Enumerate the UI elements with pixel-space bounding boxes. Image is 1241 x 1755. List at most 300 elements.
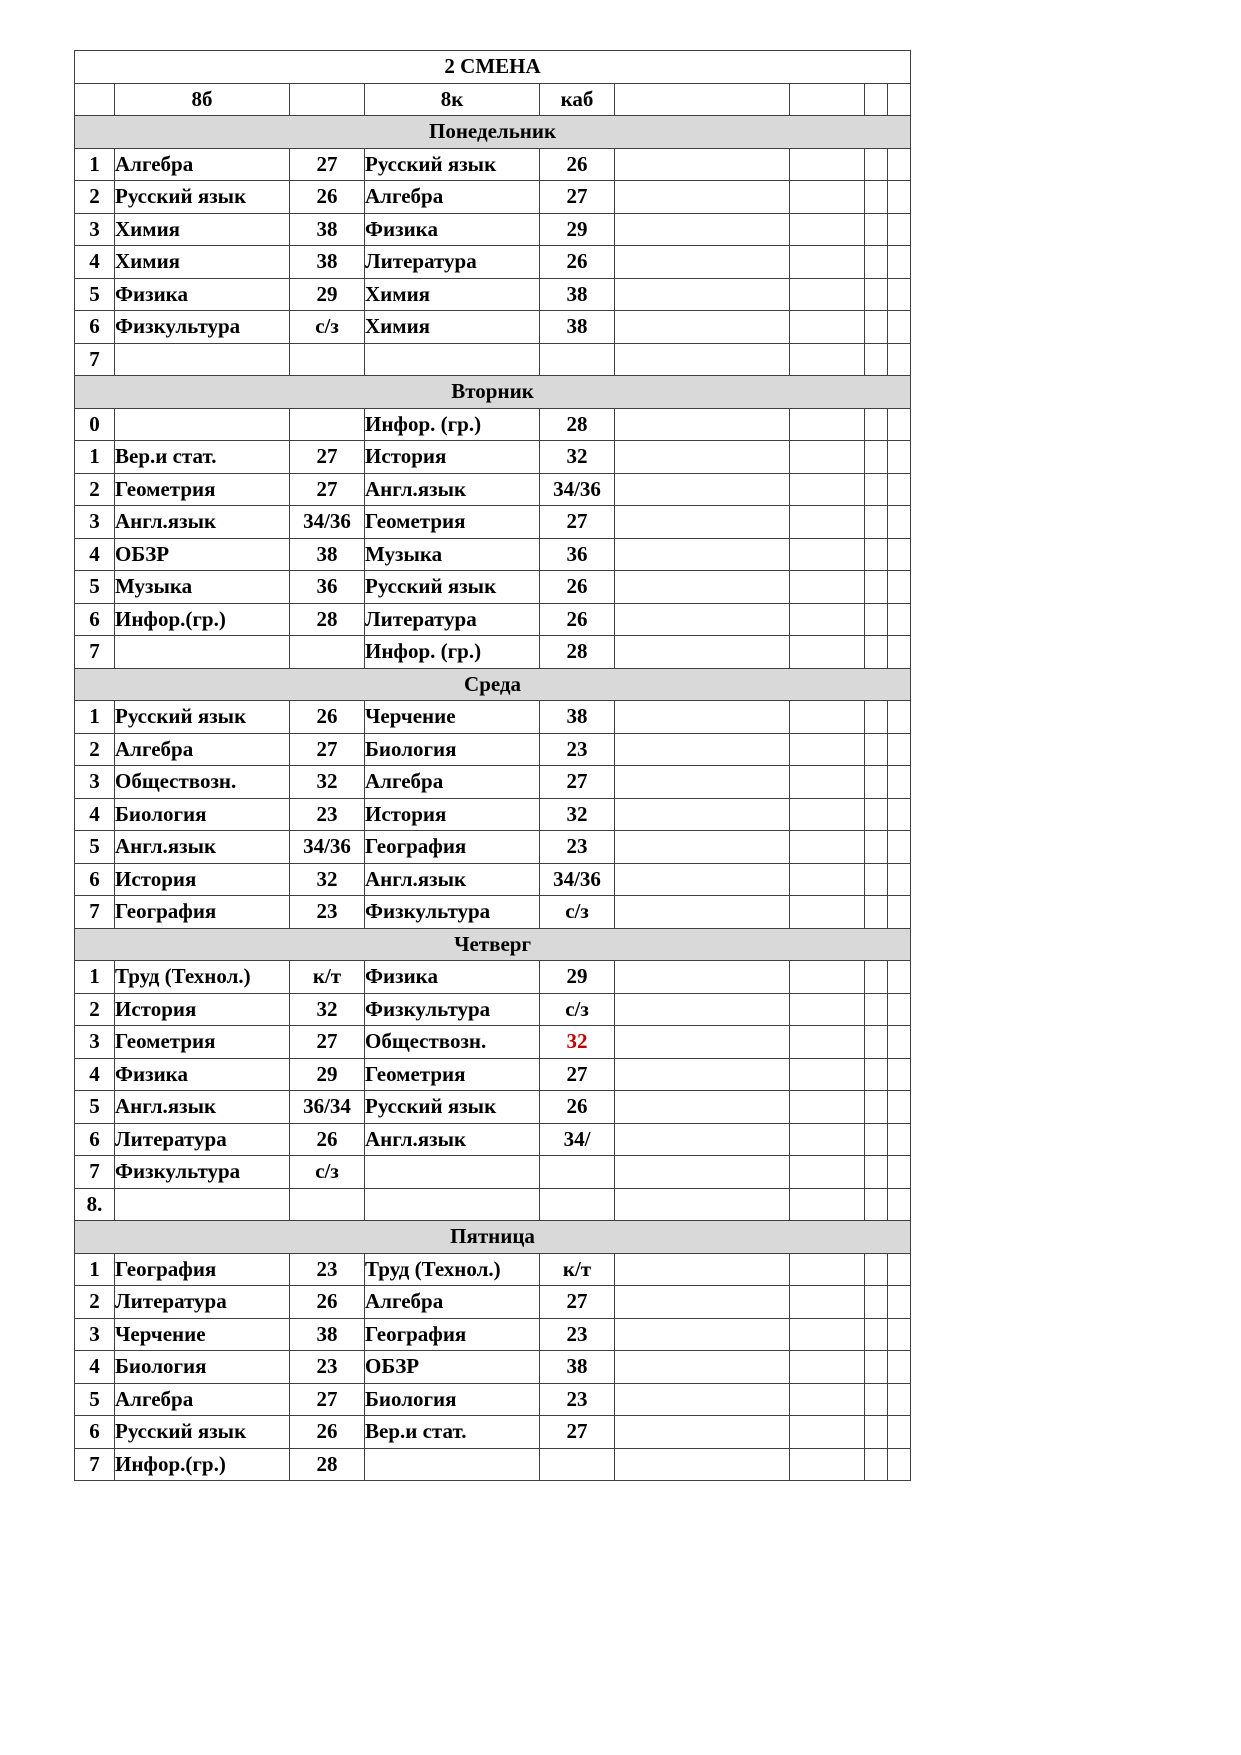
empty-cell	[615, 1253, 790, 1286]
subject-8b: Черчение	[115, 1318, 290, 1351]
subject-8b: Англ.язык	[115, 831, 290, 864]
subject-8b	[115, 1188, 290, 1221]
lesson-row	[75, 993, 911, 1026]
room-8b: 34/36	[290, 831, 365, 864]
empty-cell	[615, 1188, 790, 1221]
subject-8k: Англ.язык	[365, 473, 540, 506]
lesson-number: 8.	[75, 1188, 115, 1221]
room-8b	[290, 343, 365, 376]
lesson-row	[75, 1351, 911, 1384]
empty-cell	[865, 831, 888, 864]
empty-cell	[790, 993, 865, 1026]
lesson-row	[75, 1188, 911, 1221]
subject-8k: Химия	[365, 311, 540, 344]
empty-cell	[865, 278, 888, 311]
subject-8k: Обществозн.	[365, 1026, 540, 1059]
lesson-row	[75, 1123, 911, 1156]
lesson-number: 4	[75, 538, 115, 571]
lesson-number: 6	[75, 603, 115, 636]
lesson-number: 3	[75, 766, 115, 799]
empty-cell	[790, 1286, 865, 1319]
room-8k: 32	[540, 1026, 615, 1059]
subject-8b: Геометрия	[115, 473, 290, 506]
empty-cell	[888, 603, 911, 636]
subject-8k: Алгебра	[365, 766, 540, 799]
empty-cell	[865, 1091, 888, 1124]
subject-8b: Музыка	[115, 571, 290, 604]
empty-cell	[865, 1188, 888, 1221]
lesson-number: 4	[75, 1058, 115, 1091]
empty-cell	[615, 278, 790, 311]
subject-8k: Англ.язык	[365, 863, 540, 896]
lesson-row	[75, 1448, 911, 1481]
empty-cell	[888, 343, 911, 376]
empty-cell	[888, 408, 911, 441]
room-8k: 36	[540, 538, 615, 571]
day-row	[75, 116, 911, 149]
room-8k: 32	[540, 798, 615, 831]
room-8k	[540, 1448, 615, 1481]
empty-cell	[888, 246, 911, 279]
lesson-number: 1	[75, 701, 115, 734]
empty-cell	[615, 603, 790, 636]
subject-8b	[115, 636, 290, 669]
empty-cell	[615, 1286, 790, 1319]
day-row	[75, 928, 911, 961]
subject-8k: Труд (Технол.)	[365, 1253, 540, 1286]
lesson-number: 7	[75, 343, 115, 376]
room-8k: 38	[540, 1351, 615, 1384]
empty-cell	[888, 863, 911, 896]
lesson-number: 5	[75, 831, 115, 864]
empty-cell	[865, 896, 888, 929]
empty-cell	[888, 538, 911, 571]
lesson-number: 2	[75, 993, 115, 1026]
room-8b: 27	[290, 148, 365, 181]
empty-cell	[615, 1026, 790, 1059]
empty-cell	[790, 831, 865, 864]
subject-8b: Инфор.(гр.)	[115, 603, 290, 636]
empty-cell	[888, 766, 911, 799]
day-name: Вторник	[75, 376, 911, 409]
room-8b	[290, 636, 365, 669]
room-8b: 27	[290, 1383, 365, 1416]
subject-8b: Русский язык	[115, 701, 290, 734]
lesson-row	[75, 343, 911, 376]
empty-cell	[790, 1448, 865, 1481]
lesson-number: 2	[75, 181, 115, 214]
subject-8b: Труд (Технол.)	[115, 961, 290, 994]
subject-8k: ОБЗР	[365, 1351, 540, 1384]
header-empty	[865, 83, 888, 116]
room-8b: с/з	[290, 311, 365, 344]
room-8b: 28	[290, 1448, 365, 1481]
header-empty	[888, 83, 911, 116]
lesson-row	[75, 733, 911, 766]
empty-cell	[865, 311, 888, 344]
room-8b: 23	[290, 1351, 365, 1384]
room-8b: 23	[290, 896, 365, 929]
subject-8k: Биология	[365, 733, 540, 766]
room-8k	[540, 343, 615, 376]
lesson-row	[75, 506, 911, 539]
empty-cell	[865, 538, 888, 571]
empty-cell	[865, 441, 888, 474]
lesson-number: 6	[75, 1123, 115, 1156]
empty-cell	[615, 1351, 790, 1384]
subject-8b	[115, 343, 290, 376]
lesson-row	[75, 441, 911, 474]
empty-cell	[790, 1091, 865, 1124]
day-name: Среда	[75, 668, 911, 701]
lesson-row	[75, 603, 911, 636]
subject-8k	[365, 343, 540, 376]
subject-8b: Англ.язык	[115, 1091, 290, 1124]
subject-8k: Инфор. (гр.)	[365, 636, 540, 669]
empty-cell	[790, 603, 865, 636]
lesson-row	[75, 213, 911, 246]
room-8k: 27	[540, 1286, 615, 1319]
subject-8b: География	[115, 896, 290, 929]
header-empty	[790, 83, 865, 116]
subject-8k	[365, 1448, 540, 1481]
room-8b: 26	[290, 1286, 365, 1319]
empty-cell	[790, 571, 865, 604]
subject-8k: Русский язык	[365, 1091, 540, 1124]
empty-cell	[865, 473, 888, 506]
empty-cell	[888, 441, 911, 474]
empty-cell	[865, 766, 888, 799]
subject-8k: Русский язык	[365, 148, 540, 181]
room-8k: 27	[540, 181, 615, 214]
empty-cell	[865, 506, 888, 539]
subject-8b: География	[115, 1253, 290, 1286]
empty-cell	[790, 506, 865, 539]
room-8b	[290, 1188, 365, 1221]
empty-cell	[790, 1058, 865, 1091]
empty-cell	[790, 1351, 865, 1384]
day-name: Пятница	[75, 1221, 911, 1254]
room-8b: 38	[290, 1318, 365, 1351]
subject-8k: Черчение	[365, 701, 540, 734]
empty-cell	[615, 213, 790, 246]
room-8b: 27	[290, 473, 365, 506]
lesson-row	[75, 538, 911, 571]
room-8b: с/з	[290, 1156, 365, 1189]
lesson-number: 6	[75, 1416, 115, 1449]
empty-cell	[865, 636, 888, 669]
room-8b: 27	[290, 1026, 365, 1059]
lesson-number: 2	[75, 733, 115, 766]
empty-cell	[865, 148, 888, 181]
empty-cell	[615, 246, 790, 279]
empty-cell	[790, 766, 865, 799]
empty-cell	[888, 831, 911, 864]
room-8k: 38	[540, 701, 615, 734]
empty-cell	[865, 408, 888, 441]
empty-cell	[615, 863, 790, 896]
room-8k: 28	[540, 408, 615, 441]
subject-8k: Геометрия	[365, 1058, 540, 1091]
lesson-number: 1	[75, 441, 115, 474]
schedule-sheet	[74, 50, 910, 1481]
empty-cell	[615, 896, 790, 929]
subject-8b: Физкультура	[115, 311, 290, 344]
empty-cell	[888, 961, 911, 994]
empty-cell	[888, 1091, 911, 1124]
empty-cell	[790, 1416, 865, 1449]
subject-8b	[115, 408, 290, 441]
empty-cell	[790, 311, 865, 344]
subject-8k: Литература	[365, 603, 540, 636]
empty-cell	[615, 571, 790, 604]
empty-cell	[865, 181, 888, 214]
room-8b: 26	[290, 701, 365, 734]
empty-cell	[790, 1123, 865, 1156]
empty-cell	[790, 278, 865, 311]
empty-cell	[888, 571, 911, 604]
room-8b: 34/36	[290, 506, 365, 539]
empty-cell	[888, 1123, 911, 1156]
lesson-row	[75, 311, 911, 344]
empty-cell	[865, 961, 888, 994]
lesson-number: 4	[75, 798, 115, 831]
subject-8b: Инфор.(гр.)	[115, 1448, 290, 1481]
room-8k	[540, 1188, 615, 1221]
subject-8b: История	[115, 993, 290, 1026]
lesson-row	[75, 473, 911, 506]
empty-cell	[888, 1026, 911, 1059]
lesson-row	[75, 408, 911, 441]
day-row	[75, 1221, 911, 1254]
room-8b: 38	[290, 246, 365, 279]
subject-8k: Биология	[365, 1383, 540, 1416]
empty-cell	[888, 213, 911, 246]
lesson-row	[75, 246, 911, 279]
empty-cell	[865, 1253, 888, 1286]
lesson-row	[75, 896, 911, 929]
empty-cell	[615, 506, 790, 539]
subject-8b: Физика	[115, 278, 290, 311]
room-8k	[540, 1156, 615, 1189]
room-8k: 34/36	[540, 863, 615, 896]
room-8k: с/з	[540, 993, 615, 1026]
day-name: Понедельник	[75, 116, 911, 149]
subject-8b: Биология	[115, 1351, 290, 1384]
empty-cell	[865, 213, 888, 246]
empty-cell	[615, 961, 790, 994]
lesson-number: 7	[75, 636, 115, 669]
lesson-row	[75, 571, 911, 604]
lesson-row	[75, 1286, 911, 1319]
subject-8k: Вер.и стат.	[365, 1416, 540, 1449]
subject-8k: География	[365, 1318, 540, 1351]
lesson-row	[75, 1383, 911, 1416]
room-8b: 26	[290, 1123, 365, 1156]
empty-cell	[615, 1383, 790, 1416]
empty-cell	[790, 441, 865, 474]
room-8k: 32	[540, 441, 615, 474]
lesson-row	[75, 863, 911, 896]
lesson-number: 4	[75, 246, 115, 279]
lesson-row	[75, 831, 911, 864]
empty-cell	[865, 1026, 888, 1059]
empty-cell	[865, 1286, 888, 1319]
subject-8k: Англ.язык	[365, 1123, 540, 1156]
subject-8k: Русский язык	[365, 571, 540, 604]
empty-cell	[865, 246, 888, 279]
empty-cell	[888, 798, 911, 831]
lesson-row	[75, 1091, 911, 1124]
lesson-row	[75, 636, 911, 669]
empty-cell	[865, 1318, 888, 1351]
room-8k: 27	[540, 1416, 615, 1449]
room-8b: 38	[290, 538, 365, 571]
room-8k: 38	[540, 311, 615, 344]
empty-cell	[888, 733, 911, 766]
room-8b: к/т	[290, 961, 365, 994]
subject-8k: Физика	[365, 961, 540, 994]
subject-8b: Химия	[115, 246, 290, 279]
subject-8k: Инфор. (гр.)	[365, 408, 540, 441]
lesson-row	[75, 1318, 911, 1351]
header-class-8k: 8к	[365, 83, 540, 116]
room-8b: 32	[290, 993, 365, 1026]
empty-cell	[865, 571, 888, 604]
header-row	[75, 83, 911, 116]
empty-cell	[615, 1318, 790, 1351]
empty-cell	[865, 603, 888, 636]
empty-cell	[888, 993, 911, 1026]
empty-cell	[888, 1448, 911, 1481]
empty-cell	[615, 311, 790, 344]
subject-8k: Физкультура	[365, 993, 540, 1026]
lesson-row	[75, 1156, 911, 1189]
empty-cell	[790, 798, 865, 831]
lesson-number: 3	[75, 506, 115, 539]
empty-cell	[888, 473, 911, 506]
empty-cell	[790, 701, 865, 734]
lesson-row	[75, 1253, 911, 1286]
lesson-number: 5	[75, 571, 115, 604]
room-8k: 28	[540, 636, 615, 669]
empty-cell	[888, 311, 911, 344]
header-room-8b	[290, 83, 365, 116]
schedule-table	[74, 50, 911, 1481]
empty-cell	[790, 148, 865, 181]
empty-cell	[888, 701, 911, 734]
empty-cell	[888, 1351, 911, 1384]
empty-cell	[888, 181, 911, 214]
subject-8k: География	[365, 831, 540, 864]
room-8b: 38	[290, 213, 365, 246]
header-num	[75, 83, 115, 116]
room-8b: 28	[290, 603, 365, 636]
empty-cell	[790, 343, 865, 376]
room-8k: к/т	[540, 1253, 615, 1286]
empty-cell	[790, 636, 865, 669]
empty-cell	[888, 1156, 911, 1189]
lesson-row	[75, 1416, 911, 1449]
empty-cell	[615, 798, 790, 831]
empty-cell	[615, 733, 790, 766]
empty-cell	[865, 701, 888, 734]
empty-cell	[790, 1188, 865, 1221]
empty-cell	[888, 1253, 911, 1286]
empty-cell	[790, 863, 865, 896]
lesson-number: 6	[75, 311, 115, 344]
subject-8b: Обществозн.	[115, 766, 290, 799]
lesson-number: 5	[75, 1383, 115, 1416]
lesson-number: 5	[75, 278, 115, 311]
empty-cell	[865, 733, 888, 766]
subject-8b: Русский язык	[115, 1416, 290, 1449]
room-8b: 27	[290, 441, 365, 474]
empty-cell	[865, 1156, 888, 1189]
lesson-number: 1	[75, 1253, 115, 1286]
empty-cell	[790, 896, 865, 929]
header-empty	[615, 83, 790, 116]
room-8k: 27	[540, 766, 615, 799]
empty-cell	[615, 1123, 790, 1156]
day-row	[75, 668, 911, 701]
room-8b: 23	[290, 1253, 365, 1286]
empty-cell	[615, 831, 790, 864]
subject-8b: Физкультура	[115, 1156, 290, 1189]
room-8b: 32	[290, 766, 365, 799]
empty-cell	[790, 1318, 865, 1351]
room-8b: 29	[290, 278, 365, 311]
room-8k: 29	[540, 961, 615, 994]
lesson-number: 7	[75, 1156, 115, 1189]
title-row	[75, 51, 911, 84]
lesson-row	[75, 1026, 911, 1059]
subject-8k	[365, 1156, 540, 1189]
empty-cell	[615, 1416, 790, 1449]
room-8k: 23	[540, 831, 615, 864]
room-8b: 36	[290, 571, 365, 604]
subject-8k: Геометрия	[365, 506, 540, 539]
empty-cell	[615, 701, 790, 734]
room-8k: 29	[540, 213, 615, 246]
empty-cell	[790, 961, 865, 994]
lesson-number: 6	[75, 863, 115, 896]
subject-8b: Алгебра	[115, 733, 290, 766]
empty-cell	[615, 343, 790, 376]
lesson-row	[75, 148, 911, 181]
room-8k: 38	[540, 278, 615, 311]
empty-cell	[888, 896, 911, 929]
empty-cell	[865, 1351, 888, 1384]
room-8k: 23	[540, 1383, 615, 1416]
lesson-number: 0	[75, 408, 115, 441]
empty-cell	[888, 278, 911, 311]
room-8k: 26	[540, 148, 615, 181]
empty-cell	[790, 1156, 865, 1189]
room-8b: 26	[290, 1416, 365, 1449]
room-8b: 29	[290, 1058, 365, 1091]
lesson-number: 3	[75, 1318, 115, 1351]
empty-cell	[888, 1416, 911, 1449]
room-8k: 26	[540, 1091, 615, 1124]
empty-cell	[888, 636, 911, 669]
lesson-row	[75, 278, 911, 311]
lesson-number: 4	[75, 1351, 115, 1384]
room-8k: 26	[540, 246, 615, 279]
empty-cell	[615, 1448, 790, 1481]
subject-8k	[365, 1188, 540, 1221]
empty-cell	[790, 213, 865, 246]
